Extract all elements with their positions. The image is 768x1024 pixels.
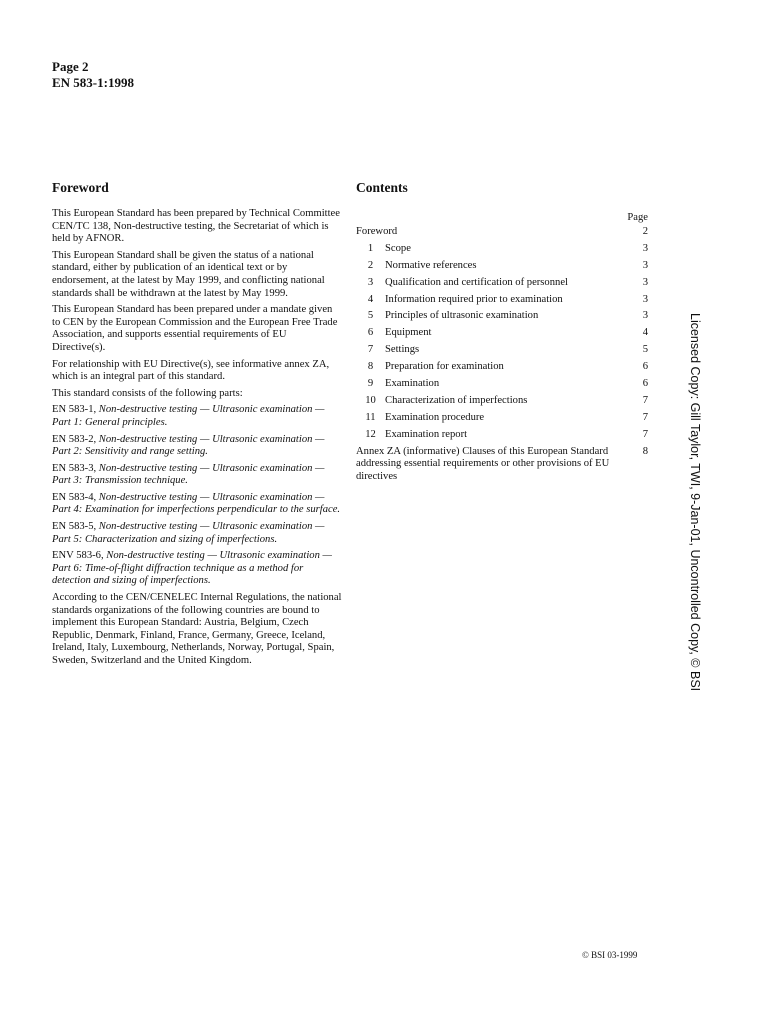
toc-number: 12 [365, 428, 376, 440]
foreword-paragraph: This European Standard has been prepared under a mandate given to CEN by the European Commission and the European Free Trade Association, and supports essential requirements of EU Directive(s). [52, 304, 338, 353]
contents-heading: Contents [356, 180, 408, 195]
toc-row [356, 310, 652, 323]
toc-page: 7 [642, 411, 648, 423]
contents-list [356, 226, 652, 483]
foreword-paragraph: This European Standard has been prepared by Technical Committee CEN/TC 138, Non-destructive testing, the Secretariat of which is held by AFNOR. [52, 208, 340, 245]
toc-page: 2 [642, 226, 648, 237]
part-entry [52, 521, 342, 546]
toc-page: 6 [642, 378, 648, 390]
toc-number: 4 [367, 293, 374, 305]
part-entry [52, 463, 342, 488]
part-entry [52, 404, 342, 429]
toc-number: 1 [367, 242, 374, 254]
page-number: Page 2 [52, 59, 89, 74]
toc-title: Characterization of imperfections [385, 394, 528, 406]
foreword-paragraph: According to the CEN/CENELEC Internal Regulations, the national standards organizations of the following countries are bound to implement this European Standard: Austria, Belgium, Czech Republic, Denmark, Finland, France, Germany, Greece, Iceland, Ireland, Italy, Luxembourg, Netherlands, Norway, Portugal, Spain, Sweden, Switzerland and the United Kingdom. [52, 592, 342, 666]
toc-title: Examination report [385, 428, 468, 440]
toc-title: Preparation for examination [385, 361, 504, 373]
toc-title: Principles of ultrasonic examination [385, 310, 539, 322]
copyright-footer: © BSI 03-1999 [582, 950, 638, 960]
toc-page: 3 [642, 242, 648, 254]
part-title: Non-destructive testing — Ultrasonic examination — Part 3: Transmission technique. [52, 462, 325, 487]
page-header [52, 59, 134, 91]
part-title: Non-destructive testing — Ultrasonic examination — Part 6: Time-of-flight diffraction technique as a method for detection and sizing of imperfections. [52, 550, 332, 587]
toc-title: Examination [385, 378, 440, 390]
toc-title: Normative references [385, 259, 477, 271]
toc-number: 6 [367, 327, 374, 339]
foreword-heading: Foreword [52, 180, 109, 195]
toc-row [356, 395, 652, 408]
part-code: EN 583-3, [52, 462, 99, 474]
toc-page: 5 [642, 344, 648, 356]
toc-page: 3 [642, 310, 648, 322]
foreword-paragraph: This European Standard shall be given the status of a national standard, either by publication of an identical text or by endorsement, at the latest by May 1999, and conflicting national standards shall be withdrawn at the latest by May 1999. [52, 249, 325, 299]
toc-row [356, 344, 652, 357]
toc-title: Examination procedure [385, 411, 485, 423]
toc-row [356, 327, 652, 340]
toc-row [356, 226, 652, 239]
toc-row [356, 429, 652, 442]
toc-title: Information required prior to examination [385, 293, 563, 305]
toc-page: 7 [642, 428, 648, 440]
toc-page: 3 [642, 276, 648, 288]
toc-row [356, 243, 652, 256]
contents-section [356, 180, 652, 488]
part-code: EN 583-1, [52, 404, 99, 416]
toc-row [356, 446, 652, 484]
toc-page: 8 [642, 445, 648, 457]
toc-title: Settings [385, 344, 420, 356]
part-code: EN 583-5, [52, 521, 99, 533]
toc-number: 5 [367, 310, 374, 322]
part-entry [52, 434, 342, 459]
toc-page: 3 [642, 293, 648, 305]
foreword-paragraph: This standard consists of the following parts: [52, 387, 243, 399]
toc-title: Foreword [356, 226, 398, 237]
part-title: Non-destructive testing — Ultrasonic examination — Part 1: General principles. [52, 404, 325, 428]
foreword-section [52, 180, 342, 672]
toc-row [356, 260, 652, 273]
page-column-label: Page [627, 212, 648, 223]
part-title: Non-destructive testing — Ultrasonic examination — Part 4: Examination for imperfections perpendicular to the surface. [52, 491, 341, 516]
toc-number: 3 [367, 276, 374, 288]
toc-number: 10 [365, 394, 376, 406]
toc-row [356, 294, 652, 307]
part-code: ENV 583-6, [52, 550, 107, 562]
toc-title: Equipment [385, 327, 432, 339]
toc-page: 6 [642, 361, 648, 373]
part-entry [52, 492, 342, 517]
toc-number: 9 [367, 378, 374, 390]
toc-number: 8 [367, 361, 374, 373]
part-entry [52, 550, 342, 588]
toc-row [356, 361, 652, 374]
toc-row [356, 277, 652, 290]
toc-title: Scope [385, 242, 411, 254]
part-code: EN 583-2, [52, 433, 99, 445]
part-title: Non-destructive testing — Ultrasonic examination — Part 5: Characterization and sizing of imperfections. [52, 521, 325, 545]
toc-page: 4 [642, 327, 648, 339]
toc-number: 2 [367, 259, 374, 271]
toc-page: 3 [642, 259, 648, 271]
toc-number: 7 [367, 344, 374, 356]
toc-title: Qualification and certification of personnel [385, 276, 568, 288]
toc-title: Annex ZA (informative) Clauses of this European Standard addressing essential requirements or other provisions of EU directives [356, 445, 610, 482]
toc-page: 7 [642, 394, 648, 406]
toc-number: 11 [365, 411, 376, 423]
license-watermark: Licensed Copy: Gill Taylor, TWI, 9-Jan-01, Uncontrolled Copy, © BSI [688, 313, 702, 692]
foreword-paragraph: For relationship with EU Directive(s), see informative annex ZA, which is an integral part of this standard. [52, 358, 330, 383]
standard-id: EN 583-1:1998 [52, 75, 134, 90]
part-title: Non-destructive testing — Ultrasonic examination — Part 2: Sensitivity and range setting. [52, 433, 325, 458]
part-code: EN 583-4, [52, 491, 99, 503]
toc-row [356, 378, 652, 391]
toc-row [356, 412, 652, 425]
